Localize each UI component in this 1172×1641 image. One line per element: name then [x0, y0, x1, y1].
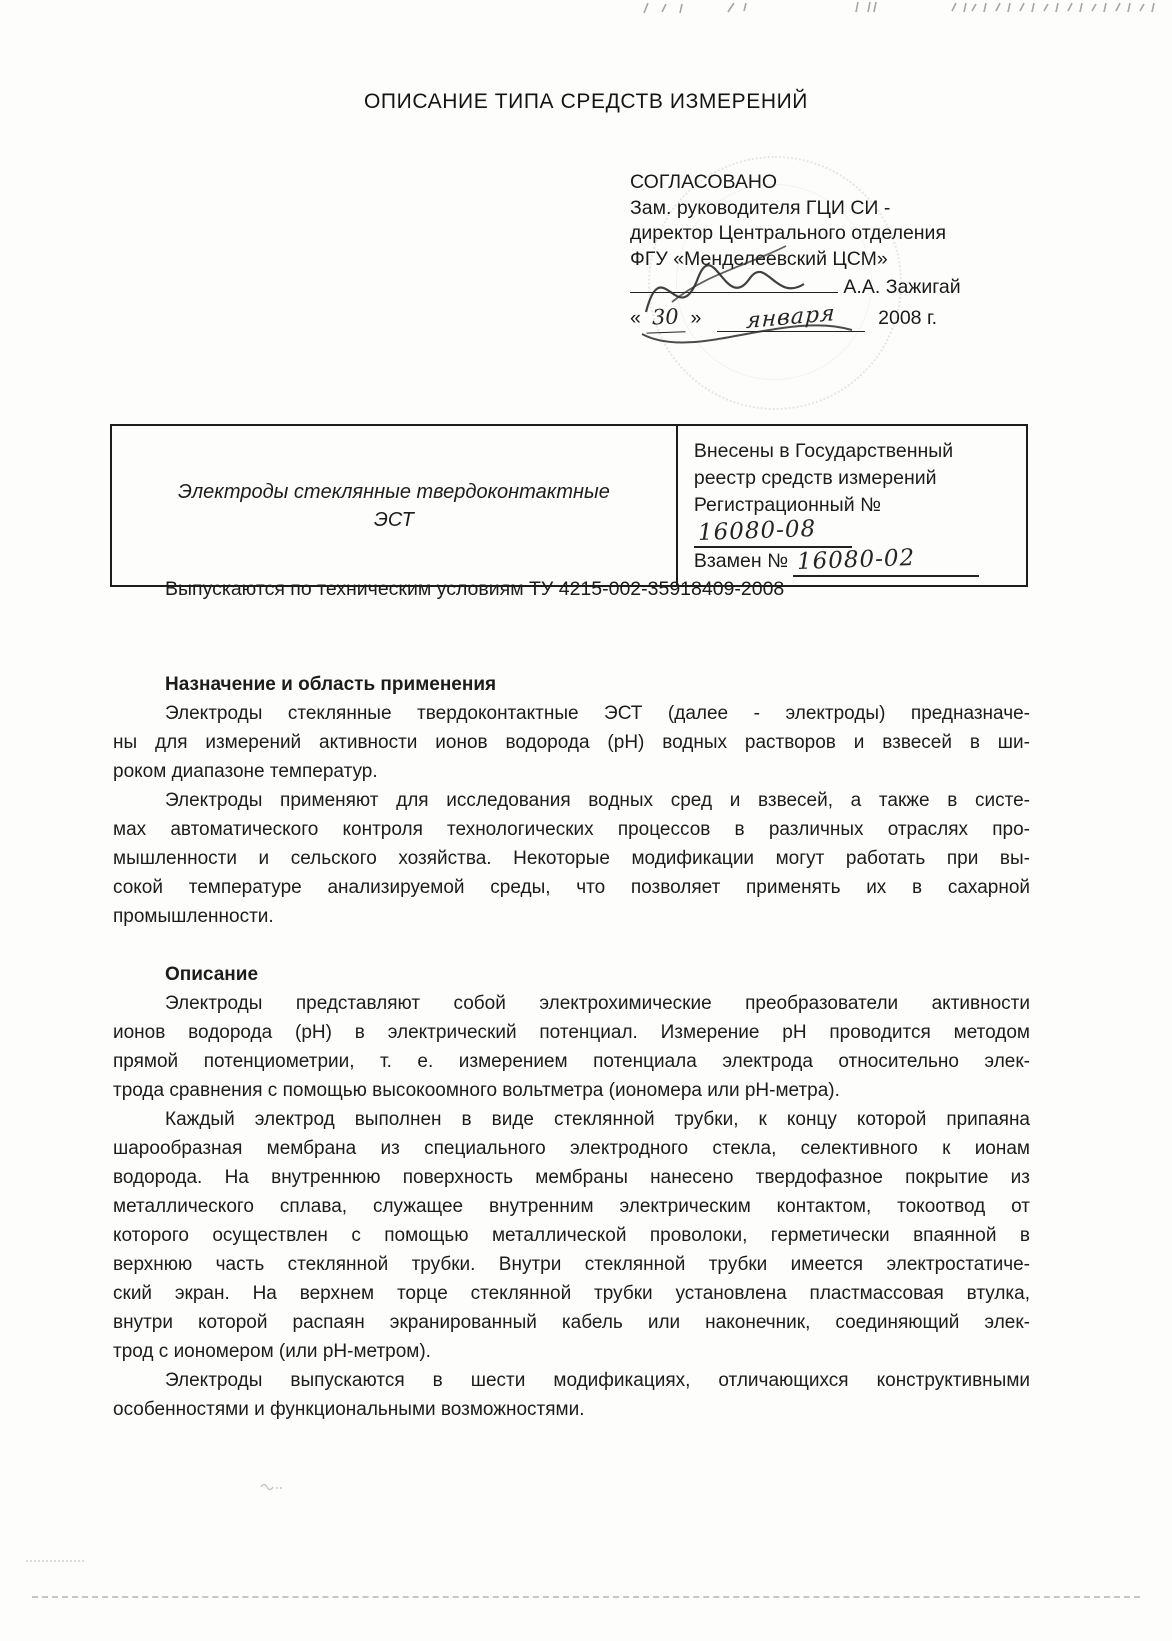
section-heading-purpose: Назначение и область применения — [165, 674, 497, 695]
text-line: водорода. На внутреннюю поверхность мембраны нанесено твердофазное покрытие из — [113, 1167, 1030, 1188]
text-line: Электроды стеклянные твердоконтактные ЭСТ (далее - электроды) предназначе- — [165, 703, 1030, 724]
registration-number-row — [694, 492, 1014, 548]
handwritten-reg-number: 16080-08 — [697, 515, 817, 547]
paragraph-description-3 — [113, 1366, 1030, 1424]
date-row — [630, 300, 1030, 334]
registration-number-label: Регистрационный № — [693, 494, 881, 516]
text-line: шарообразная мембрана из специального электродного стекла, селективного к ионам — [113, 1138, 1030, 1159]
replaces-number-underline — [793, 544, 979, 577]
approval-line-1: Зам. руководителя ГЦИ СИ - — [630, 196, 891, 219]
text-line: мах автоматического контроля технологических процессов в различных отраслях про- — [113, 819, 1030, 840]
replaces-number-row — [693, 544, 1014, 577]
handwritten-day-wrap — [646, 304, 686, 333]
signature-line — [630, 274, 838, 293]
scan-artifact-top — [632, 0, 1172, 18]
scan-artifact-squiggle — [260, 1481, 286, 1491]
handwritten-replace-number: 16080-02 — [797, 544, 917, 576]
text-line: ионов водорода (рН) в электрический потенциал. Измерение рН проводится методом — [113, 1022, 1030, 1043]
document-body — [113, 670, 1030, 1424]
text-line: Электроды представляют собой электрохимические преобразователи активности — [165, 993, 1030, 1014]
text-line: роком диапазоне температур. — [113, 761, 378, 782]
text-line: сокой температуре анализируемой среды, что позволяет применять их в сахарной — [113, 877, 1030, 898]
approval-block — [630, 170, 1030, 332]
text-line: Каждый электрод выполнен в виде стеклянной трубки, к концу которой припаяна — [165, 1109, 1030, 1130]
scan-artifact-bottom-line — [32, 1596, 1140, 1598]
paragraph-purpose-1 — [113, 699, 1030, 786]
tu-statement: Выпускаются по техническим условиям ТУ 4215-002-35918409-2008 — [165, 578, 785, 600]
text-line: трод с иономером (или рН-метром). — [113, 1341, 431, 1362]
registry-row — [111, 425, 1027, 586]
signatory-name: А.А. Зажигай — [843, 276, 961, 298]
handwritten-day: 30 — [651, 304, 680, 329]
date-close-quote: » — [690, 306, 702, 329]
text-line: Электроды выпускаются в шести модификациях, отличающихся конструктивными — [165, 1370, 1030, 1391]
paragraph-purpose-2 — [113, 786, 1030, 931]
approval-line-3: ФГУ «Менделеевский ЦСМ» — [630, 247, 888, 270]
text-line: промышленности. — [113, 906, 274, 927]
text-line: мышленности и сельского хозяйства. Некоторые модификации могут работать при вы- — [113, 848, 1030, 869]
replaces-number-label: Взамен № — [693, 550, 789, 572]
signature-row — [630, 274, 1030, 301]
approval-heading: СОГЛАСОВАНО — [630, 171, 778, 193]
text-line: Электроды применяют для исследования водных сред и взвесей, а также в систе- — [165, 790, 1030, 811]
registration-number-underline — [694, 515, 852, 548]
section-heading-description: Описание — [165, 964, 259, 985]
text-line: особенностями и функциональными возможностями. — [113, 1399, 585, 1420]
registry-entry-line-1: Внесены в Государственный — [693, 440, 954, 462]
registry-entry-cell — [677, 425, 1027, 586]
registry-table — [110, 424, 1028, 587]
date-month-line — [717, 300, 865, 334]
text-line: прямой потенциометрии, т. е. измерением потенциала электрода относительно элек- — [113, 1051, 1030, 1072]
instrument-name-line-2: ЭСТ — [373, 508, 414, 531]
text-line: ны для измерений активности ионов водорода (рН) водных растворов и взвесей в ши- — [113, 732, 1030, 753]
text-line: трода сравнения с помощью высокоомного вольтметра (иономера или рН-метра). — [113, 1080, 840, 1101]
registry-entry-line-2: реестр средств измерений — [693, 467, 937, 489]
document-title: ОПИСАНИЕ ТИПА СРЕДСТВ ИЗМЕРЕНИЙ — [364, 90, 808, 113]
date-year: 2008 г. — [878, 306, 938, 329]
paragraph-description-2 — [113, 1105, 1030, 1366]
scan-artifact-bottom-left — [26, 1560, 84, 1562]
instrument-name-line-1: Электроды стеклянные твердоконтактные — [177, 480, 610, 503]
text-line: металлического сплава, служащее внутренним электрическим контактом, токоотвод от — [113, 1196, 1030, 1217]
text-line: внутри которой распаян экранированный кабель или наконечник, соединяющий элек- — [113, 1312, 1030, 1333]
instrument-name-cell — [111, 425, 677, 586]
text-line: верхнюю часть стеклянной трубки. Внутри стеклянной трубки имеется электростатиче- — [113, 1254, 1030, 1275]
date-open-quote: « — [630, 306, 641, 329]
text-line: ский экран. На верхнем торце стеклянной трубки установлена пластмассовая втулка, — [113, 1283, 1030, 1304]
handwritten-month: января — [745, 300, 837, 334]
text-line: которого осуществлен с помощью металлической проволоки, герметически впаянной в — [113, 1225, 1030, 1246]
paragraph-description-1 — [113, 989, 1030, 1105]
approval-line-2: директор Центрального отделения — [630, 222, 947, 244]
